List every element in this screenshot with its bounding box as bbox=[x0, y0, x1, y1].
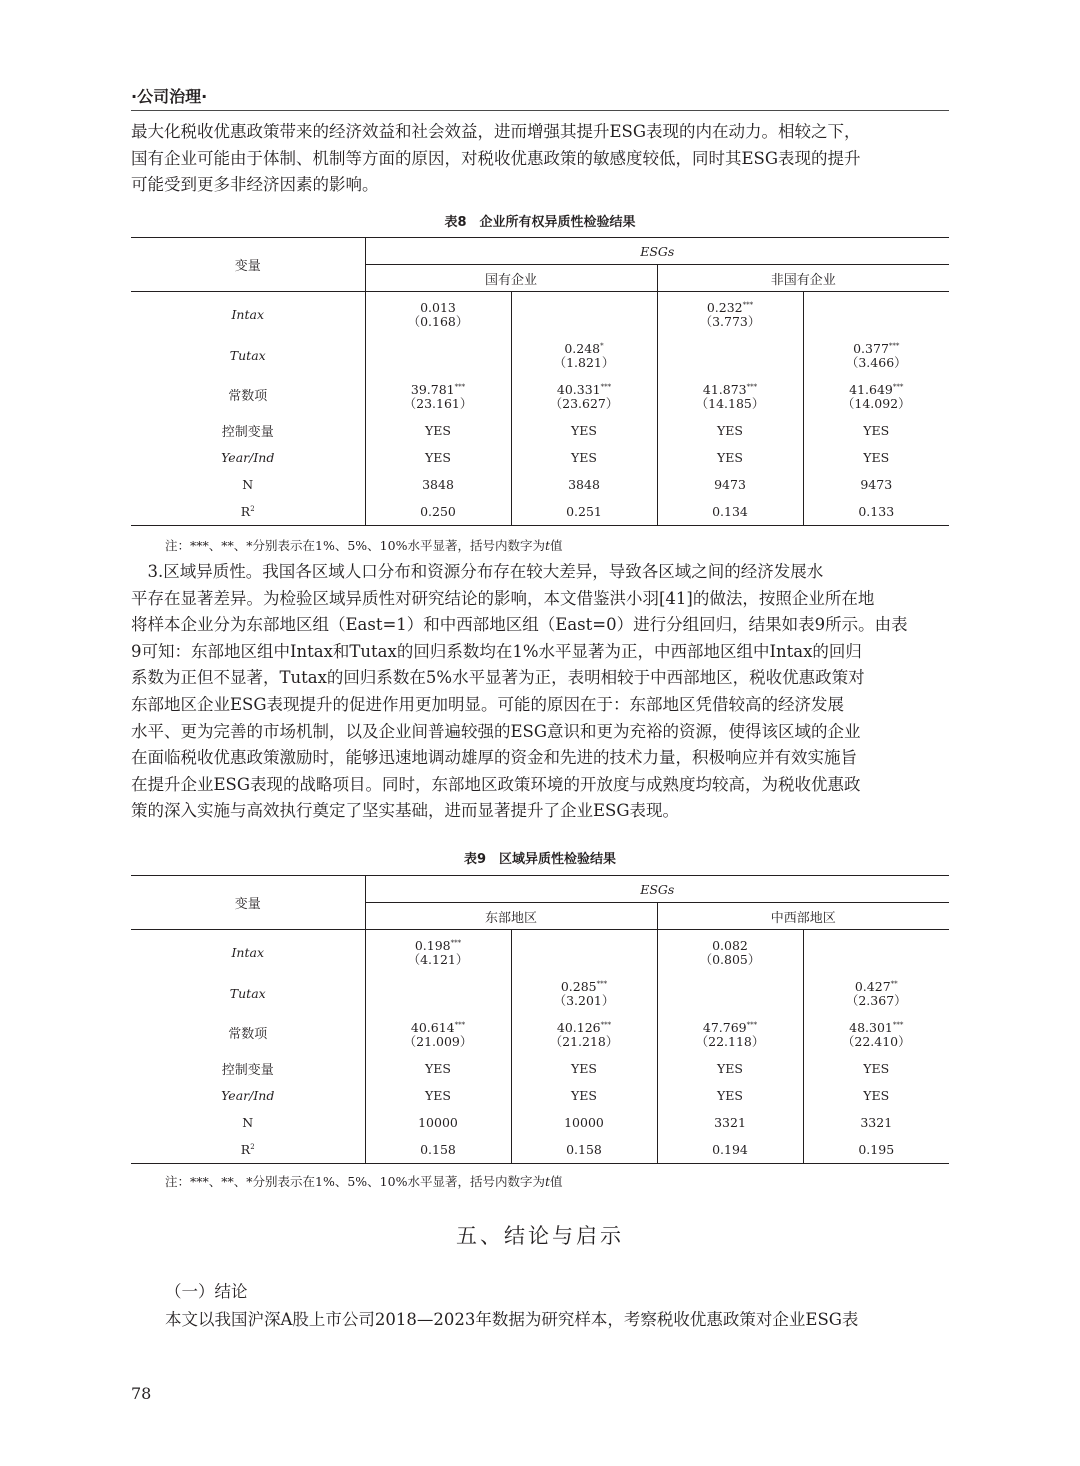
cell: YES bbox=[657, 1055, 803, 1082]
row-label: Year/Ind bbox=[221, 1088, 275, 1103]
cell bbox=[803, 930, 949, 974]
table-row bbox=[131, 417, 949, 444]
row-label: N bbox=[242, 1115, 254, 1130]
table-row bbox=[131, 1014, 949, 1055]
cell: 3848 bbox=[511, 471, 657, 498]
cell: 0.195 bbox=[803, 1136, 949, 1164]
cell: YES bbox=[365, 1055, 511, 1082]
cell: 3321 bbox=[803, 1109, 949, 1136]
table-row bbox=[131, 471, 949, 498]
group-non-soe-header: 非国有企业 bbox=[657, 265, 949, 292]
table9-note: 注：***、**、*分别表示在1%、5%、10%水平显著，括号内数字为t值 bbox=[165, 1174, 563, 1189]
cell: 41.649*** （14.092） bbox=[803, 376, 949, 417]
group-midwest-header: 中西部地区 bbox=[657, 903, 949, 930]
cell: 40.614*** （21.009） bbox=[365, 1014, 511, 1055]
table-row bbox=[131, 335, 949, 376]
cell: YES bbox=[365, 417, 511, 444]
section-title: 五、结论与启示 bbox=[456, 1224, 624, 1248]
cell: YES bbox=[511, 1082, 657, 1109]
table-row bbox=[131, 930, 949, 974]
cell: 0.248* （1.821） bbox=[511, 335, 657, 376]
table-row bbox=[131, 1055, 949, 1082]
subsection-title: （一）结论 bbox=[165, 1282, 248, 1301]
cell: YES bbox=[657, 444, 803, 471]
cell bbox=[511, 292, 657, 336]
table-row bbox=[131, 498, 949, 526]
cell: YES bbox=[365, 444, 511, 471]
row-label: 常数项 bbox=[228, 388, 268, 404]
text-line: 策的深入实施与高效执行奠定了坚实基础，进而显著提升了企业ESG表现。 bbox=[131, 801, 680, 821]
text-line: 系数为正但不显著，Tutax的回归系数在5%水平显著为正，表明相较于中西部地区，税收优惠政策对 bbox=[131, 668, 865, 688]
cell: 10000 bbox=[365, 1109, 511, 1136]
cell: 3848 bbox=[365, 471, 511, 498]
cell: YES bbox=[803, 444, 949, 471]
cell: 47.769*** （22.118） bbox=[657, 1014, 803, 1055]
table-row bbox=[131, 376, 949, 417]
cell: 41.873*** （14.185） bbox=[657, 376, 803, 417]
cell bbox=[657, 335, 803, 376]
text-line: 可能受到更多非经济因素的影响。 bbox=[131, 175, 379, 195]
row-label: N bbox=[242, 477, 254, 492]
cell: YES bbox=[657, 1082, 803, 1109]
table-row bbox=[131, 1082, 949, 1109]
text-line: 将样本企业分为东部地区组（East=1）和中西部地区组（East=0）进行分组回归，结果如表9所示。由表 bbox=[131, 615, 908, 635]
cell: 0.250 bbox=[365, 498, 511, 526]
cell: 0.158 bbox=[511, 1136, 657, 1164]
cell: 40.331*** （23.627） bbox=[511, 376, 657, 417]
cell bbox=[365, 973, 511, 1014]
cell: 0.013 （0.168） bbox=[365, 292, 511, 336]
cell bbox=[803, 292, 949, 336]
table-row bbox=[131, 292, 949, 336]
cell: 0.082 （0.805） bbox=[657, 930, 803, 974]
cell: YES bbox=[511, 444, 657, 471]
group-east-header: 东部地区 bbox=[365, 903, 657, 930]
table8-caption: 表8 企业所有权异质性检验结果 bbox=[444, 215, 636, 230]
cell: 40.126*** （21.218） bbox=[511, 1014, 657, 1055]
row-label: Year/Ind bbox=[221, 450, 275, 465]
cell: 0.427** （2.367） bbox=[803, 973, 949, 1014]
header-title: ·公司治理· bbox=[131, 87, 208, 106]
page-number: 78 bbox=[131, 1384, 152, 1403]
table-row bbox=[131, 973, 949, 1014]
cell: 0.285*** （3.201） bbox=[511, 973, 657, 1014]
text-line: 本文以我国沪深A股上市公司2018—2023年数据为研究样本，考察税收优惠政策对企业ESG表 bbox=[165, 1310, 859, 1329]
table8 bbox=[131, 237, 949, 526]
text-line: 3.区域异质性。我国各区域人口分布和资源分布存在较大差异，导致各区域之间的经济发展水 bbox=[131, 562, 824, 581]
cell: YES bbox=[803, 1082, 949, 1109]
table9-caption: 表9 区域异质性检验结果 bbox=[463, 852, 617, 867]
row-label: 控制变量 bbox=[221, 425, 274, 440]
row-label: Intax bbox=[231, 944, 264, 960]
text-line: 东部地区企业ESG表现提升的促进作用更加明显。可能的原因在于：东部地区凭借较高的经济发展 bbox=[131, 694, 845, 714]
running-header bbox=[131, 86, 949, 111]
row-label: 常数项 bbox=[228, 1026, 268, 1042]
cell: 0.133 bbox=[803, 498, 949, 526]
paragraph-ownership-conclusion bbox=[131, 119, 949, 199]
table-row bbox=[131, 1109, 949, 1136]
cell: 0.377*** （3.466） bbox=[803, 335, 949, 376]
row-label: 控制变量 bbox=[221, 1063, 274, 1078]
table9 bbox=[131, 875, 949, 1164]
cell bbox=[657, 973, 803, 1014]
cell bbox=[511, 930, 657, 974]
cell bbox=[365, 335, 511, 376]
cell: 0.232*** （3.773） bbox=[657, 292, 803, 336]
cell: 10000 bbox=[511, 1109, 657, 1136]
cell: 0.134 bbox=[657, 498, 803, 526]
group-soe-header: 国有企业 bbox=[365, 265, 657, 292]
text-line: 在提升企业ESG表现的战略项目。同时，东部地区政策环境的开放度与成熟度均较高，为税收优惠政 bbox=[131, 774, 861, 794]
cell: 0.194 bbox=[657, 1136, 803, 1164]
cell: YES bbox=[803, 417, 949, 444]
paragraph-conclusion bbox=[131, 1307, 949, 1334]
cell: YES bbox=[511, 1055, 657, 1082]
cell: 9473 bbox=[803, 471, 949, 498]
cell: 0.158 bbox=[365, 1136, 511, 1164]
cell: 39.781*** （23.161） bbox=[365, 376, 511, 417]
row-label: $R^2$ bbox=[131, 1136, 365, 1164]
esgs-header: ESGs bbox=[365, 238, 949, 265]
text-line: 9可知：东部地区组中Intax和Tutax的回归系数均在1%水平显著为正，中西部地区组中Intax的回归 bbox=[131, 641, 862, 661]
text-line: 平存在显著差异。为检验区域异质性对研究结论的影响，本文借鉴洪小羽[41]的做法，按照企业所在地 bbox=[131, 588, 875, 608]
table8-note: 注：***、**、*分别表示在1%、5%、10%水平显著，括号内数字为t值 bbox=[165, 538, 563, 553]
row-label: $R^2$ bbox=[131, 498, 365, 526]
paragraph-regional-heterogeneity bbox=[131, 559, 949, 825]
cell: 3321 bbox=[657, 1109, 803, 1136]
text-line: 在面临税收优惠政策激励时，能够迅速地调动雄厚的资金和先进的技术力量，积极响应并有效实施旨 bbox=[131, 748, 857, 768]
cell: YES bbox=[803, 1055, 949, 1082]
cell: 48.301*** （22.410） bbox=[803, 1014, 949, 1055]
cell: YES bbox=[365, 1082, 511, 1109]
cell: 0.198*** （4.121） bbox=[365, 930, 511, 974]
row-label: Tutax bbox=[229, 347, 266, 363]
table-row bbox=[131, 1136, 949, 1164]
cell: YES bbox=[657, 417, 803, 444]
text-line: 水平、更为完善的市场机制，以及企业间普遍较强的ESG意识和更为充裕的资源，使得该区域的企业 bbox=[131, 721, 861, 741]
cell: 9473 bbox=[657, 471, 803, 498]
row-label: Intax bbox=[231, 306, 264, 322]
text-line: 国有企业可能由于体制、机制等方面的原因，对税收优惠政策的敏感度较低，同时其ESG表现的提升 bbox=[131, 148, 861, 168]
cell: 0.251 bbox=[511, 498, 657, 526]
cell: YES bbox=[511, 417, 657, 444]
table-row bbox=[131, 444, 949, 471]
var-header: 变量 bbox=[131, 238, 365, 292]
row-label: Tutax bbox=[229, 985, 266, 1001]
text-line: 最大化税收优惠政策带来的经济效益和社会效益，进而增强其提升ESG表现的内在动力。相较之下， bbox=[131, 122, 861, 141]
var-header: 变量 bbox=[131, 876, 365, 930]
esgs-header: ESGs bbox=[365, 876, 949, 903]
